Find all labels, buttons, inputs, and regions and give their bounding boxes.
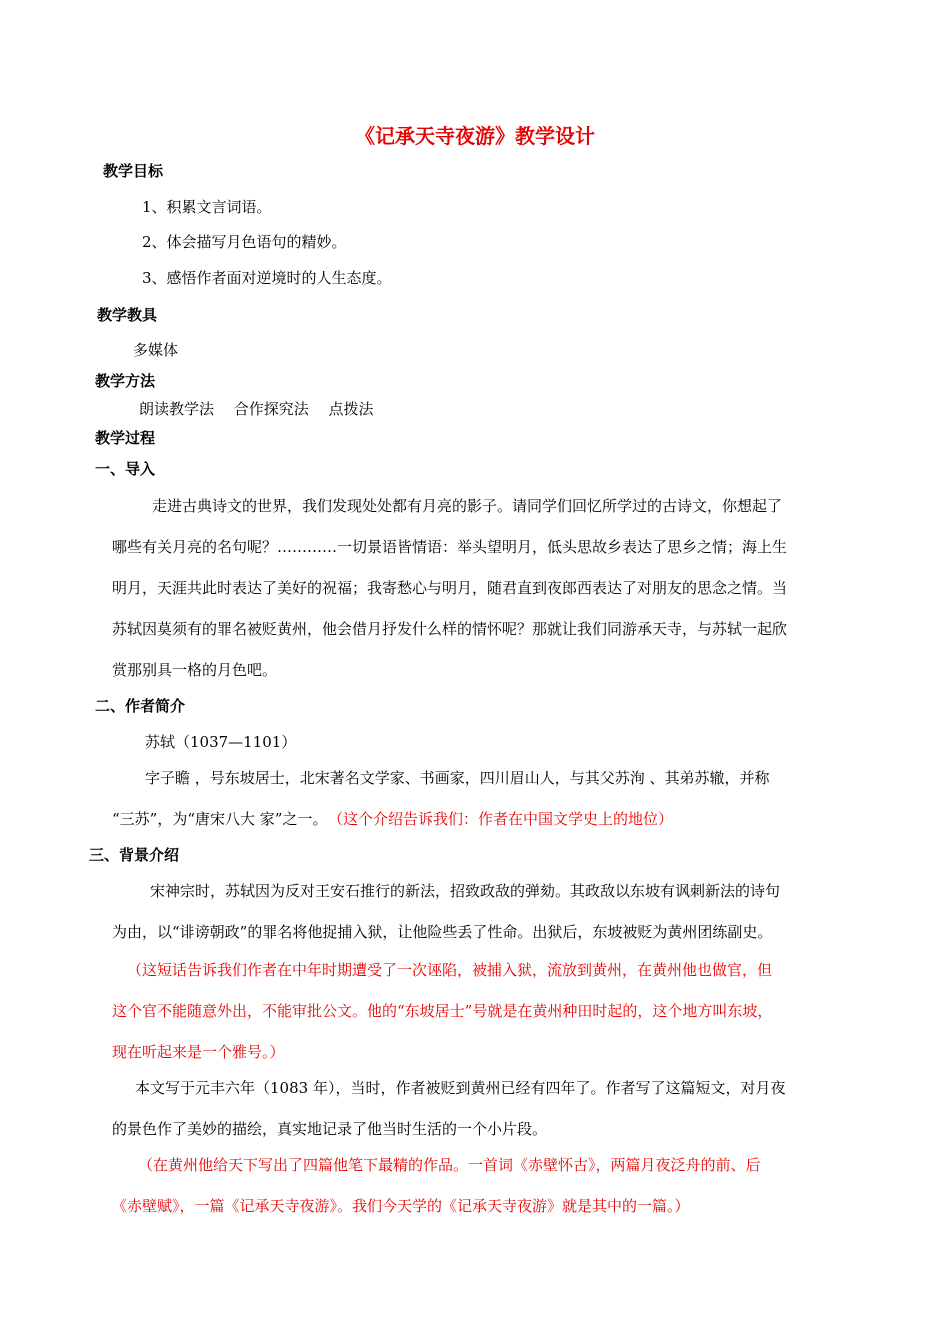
background-line: 宋神宗时，苏轼因为反对王安石推行的新法，招致政敌的弹劾。其政敌以东坡有讽刺新法的诗句 <box>150 882 781 900</box>
author-line <box>112 809 673 829</box>
tools-heading: 教学教具 <box>97 306 158 324</box>
tools-content: 多媒体 <box>133 341 179 359</box>
intro-heading: 一、导入 <box>95 460 156 478</box>
background-line: 本文写于元丰六年（1083 年），当时，作者被贬到黄州已经有四年了。作者写了这篇短文，对月夜 <box>135 1079 786 1097</box>
background-note-line: （在黄州他给天下写出了四篇他笔下最精的作品。一首词《赤壁怀古》，两篇月夜泛舟的前、后 <box>138 1156 761 1174</box>
background-note-line: 《赤壁赋》，一篇《记承天寺夜游》。我们今天学的《记承天寺夜游》就是其中的一篇。） <box>112 1197 690 1215</box>
methods-content: 朗读教学法 合作探究法 点拨法 <box>139 400 374 418</box>
intro-line: 苏轼因莫须有的罪名被贬黄州，他会借月抒发什么样的情怀呢？那就让我们同游承天寺，与苏轼一起欣 <box>112 620 788 638</box>
methods-heading: 教学方法 <box>95 372 156 390</box>
background-line: 为由，以“诽谤朝政”的罪名将他捉捕入狱，让他险些丢了性命。出狱后，东坡被贬为黄州团练副史。 <box>112 923 773 941</box>
process-heading: 教学过程 <box>95 429 156 447</box>
objective-item: 3、感悟作者面对逆境时的人生态度。 <box>142 269 392 287</box>
background-note-line: （这短话告诉我们作者在中年时期遭受了一次诬陷，被捕入狱，流放到黄州，在黄州他也做官，但 <box>127 961 773 979</box>
objectives-heading: 教学目标 <box>103 162 164 180</box>
objective-item: 2、体会描写月色语句的精妙。 <box>142 233 347 251</box>
background-line: 的景色作了美妙的描绘，真实地记录了他当时生活的一个小片段。 <box>112 1120 548 1138</box>
background-note-line: 现在听起来是一个雅号。） <box>112 1043 285 1061</box>
intro-line: 走进古典诗文的世界，我们发现处处都有月亮的影子。请同学们回忆所学过的古诗文，你想起了 <box>152 497 783 515</box>
author-line2-text: “三苏”，为“唐宋八大 家”之一。 <box>112 810 328 828</box>
background-note-line: 这个官不能随意外出，不能审批公文。他的“东坡居士”号就是在黄州种田时起的，这个地方叫东坡， <box>112 1002 773 1020</box>
page-title: 《记承天寺夜游》教学设计 <box>355 124 595 148</box>
author-heading: 二、作者简介 <box>95 697 186 715</box>
intro-line: 明月，天涯共此时表达了美好的祝福；我寄愁心与明月，随君直到夜郎西表达了对朋友的思念之情。当 <box>112 579 788 597</box>
intro-line: 赏那别具一格的月色吧。 <box>112 661 278 679</box>
author-line: 字子瞻 ，号东坡居士，北宋著名文学家、书画家，四川眉山人，与其父苏洵 、其弟苏辙，并称 <box>145 769 770 787</box>
intro-line: 哪些有关月亮的名句呢？…………一切景语皆情语：举头望明月，低头思故乡表达了思乡之情；海上生 <box>112 538 788 556</box>
author-name: 苏轼（1037—1101） <box>145 733 297 751</box>
objective-item: 1、积累文言词语。 <box>142 198 272 216</box>
background-heading: 三、背景介绍 <box>89 846 180 864</box>
author-note: （这个介绍告诉我们：作者在中国文学史上的地位） <box>335 810 673 828</box>
